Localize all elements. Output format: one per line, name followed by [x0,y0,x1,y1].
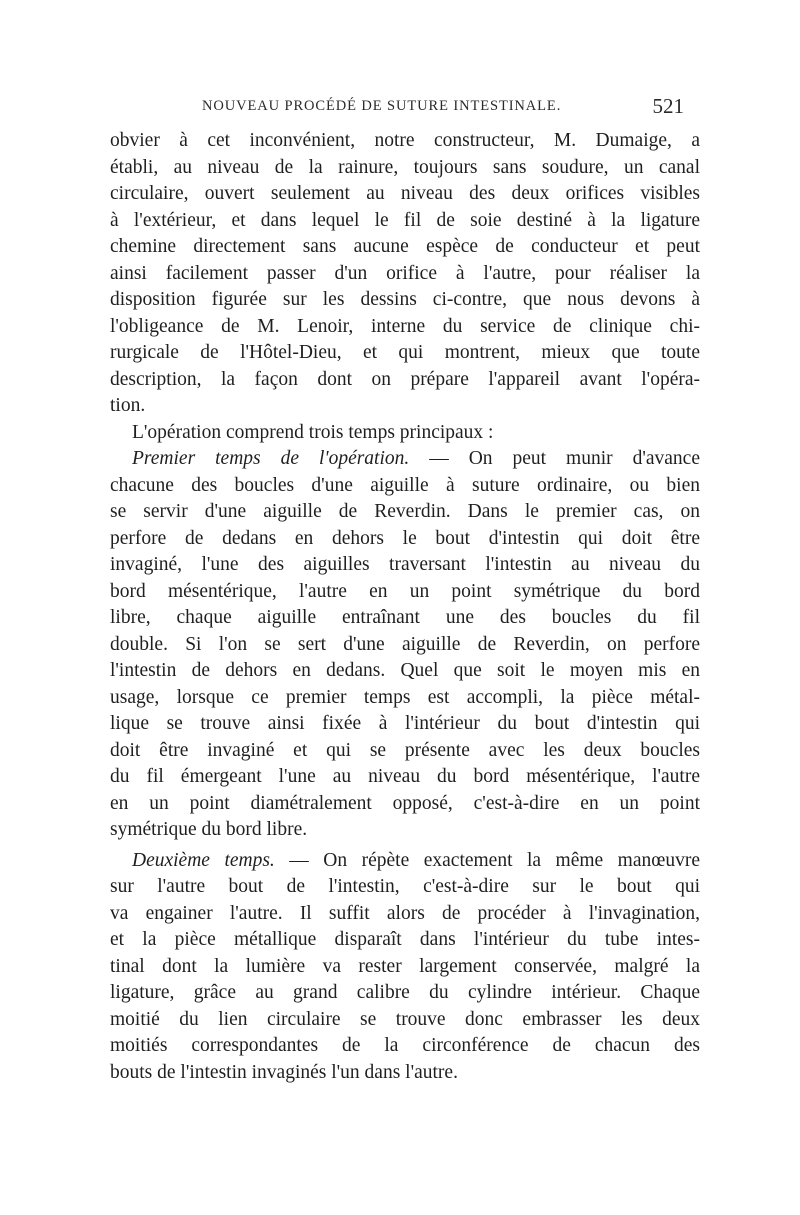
text-line: ainsi facilement passer d'un orifice à l'autre, pour réaliser la [110,262,700,284]
paragraph-2 [110,420,700,447]
paragraph-3 [110,446,700,844]
text-line: tinal dont la lumière va rester largement conservée, malgré la [110,955,700,977]
text-line: ligature, grâce au grand calibre du cylindre intérieur. Chaque [110,982,700,1003]
running-title: NOUVEAU PROCÉDÉ DE SUTURE INTESTINALE. [202,98,562,114]
paragraph-1 [110,128,700,420]
text-line: chacune des boucles d'une aiguille à suture ordinaire, ou bien [110,474,700,496]
paragraph-4 [110,848,700,1087]
text-line: disposition figurée sur les dessins ci-contre, que nous devons à [110,289,700,310]
page-number: 521 [652,94,684,118]
text-line: rurgicale de l'Hôtel-Dieu, et qui montrent, mieux que toute [110,342,700,363]
text-line: en un point diamétralement opposé, c'est-à-dire en un point [110,792,700,814]
text-line: moitiés correspondantes de la circonférence de chacun des [110,1035,700,1056]
text-line: va engainer l'autre. Il suffit alors de procéder à l'invagination, [110,902,700,924]
text-line: tion. [110,395,146,416]
text-line: symétrique du bord libre. [110,819,308,840]
text-line: établi, au niveau de la rainure, toujours sans soudure, un canal [110,156,700,178]
text-line: bouts de l'intestin invaginés l'un dans l'autre. [110,1061,458,1083]
body-text [110,128,700,1086]
text-line: double. Si l'on se sert d'une aiguille de Reverdin, on perfore [110,633,700,655]
text-line: circulaire, ouvert seulement au niveau des deux orifices visibles [110,183,700,204]
text-line-lead [110,446,700,473]
text-line: perfore de dedans en dehors le bout d'intestin qui doit être [110,527,700,549]
text-line: usage, lorsque ce premier temps est accompli, la pièce métal- [110,686,700,708]
text-line: obvier à cet inconvénient, notre constructeur, M. Dumaige, a [110,130,700,151]
text-line: moitié du lien circulaire se trouve donc embrasser les deux [110,1008,700,1030]
text-line: sur l'autre bout de l'intestin, c'est-à-dire sur le bout qui [110,876,700,897]
text-line: L'opération comprend trois temps principaux : [132,421,494,443]
running-head [110,94,684,118]
text-line: invaginé, l'une des aiguilles traversant l'intestin au niveau du [110,554,700,575]
text-line: description, la façon dont on prépare l'appareil avant l'opéra- [110,368,700,390]
text-line: bord mésentérique, l'autre en un point symétrique du bord [110,580,700,602]
text-line: à l'extérieur, et dans lequel le fil de soie destiné à la ligature [110,209,700,231]
lead-continuation: — On peut munir d'avance [409,448,700,469]
lead-continuation: — On répète exactement la même manœuvre [274,849,700,871]
text-line: libre, chaque aiguille entraînant une des boucles du fil [110,607,700,628]
text-line: doit être invaginé et qui se présente avec les deux boucles [110,739,700,761]
text-line: et la pièce métallique disparaît dans l'intérieur du tube intes- [110,929,700,950]
text-line: l'obligeance de M. Lenoir, interne du service de clinique chi- [110,315,700,337]
text-line: lique se trouve ainsi fixée à l'intérieur du bout d'intestin qui [110,713,700,734]
text-line: chemine directement sans aucune espèce de conducteur et peut [110,236,700,257]
text-line-lead [110,848,700,875]
text-line: du fil émergeant l'une au niveau du bord mésentérique, l'autre [110,766,700,787]
text-line: se servir d'une aiguille de Reverdin. Dans le premier cas, on [110,501,700,522]
section-lead-first-time: Premier temps de l'opération. [132,448,410,469]
section-lead-second-time: Deuxième temps. [132,849,275,871]
text-line: l'intestin de dehors en dedans. Quel que soit le moyen mis en [110,660,700,681]
